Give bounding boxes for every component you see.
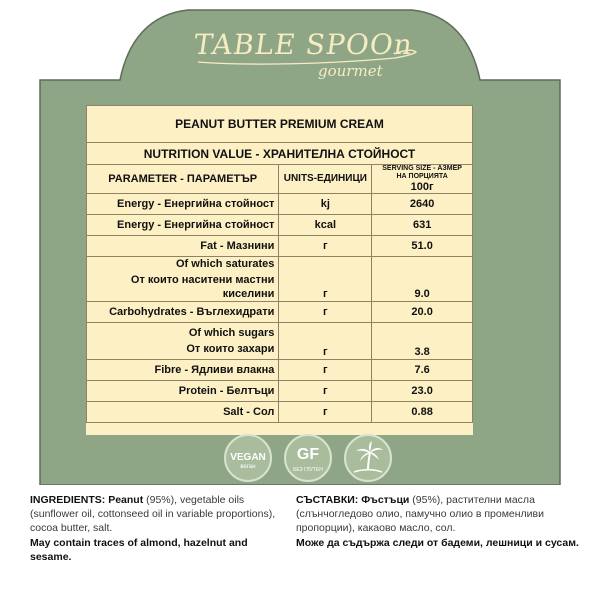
param-cell: Carbohydrates - Въглехидрати xyxy=(87,302,279,323)
vegan-badge-icon xyxy=(224,434,272,482)
unit-cell: г xyxy=(279,236,372,257)
param-cell xyxy=(87,257,279,302)
nutrition-title: NUTRITION VALUE - ХРАНИТЕЛНА СТОЙНОСТ xyxy=(87,143,473,165)
param-line-bg: От които наситени мастни киселини xyxy=(130,274,275,300)
table-row xyxy=(87,323,473,360)
vegan-badge-sub: веган xyxy=(240,464,256,470)
gluten-free-badge-sub: БЕЗ ГЛУТЕН xyxy=(293,467,323,473)
unit-cell: г xyxy=(279,323,372,360)
param-line-bg: От които захари xyxy=(186,343,275,355)
ingredients-bg xyxy=(296,493,586,550)
value-cell: 2640 xyxy=(372,194,473,215)
table-row xyxy=(87,360,473,381)
value-cell: 7.6 xyxy=(372,360,473,381)
value-cell: 51.0 xyxy=(372,236,473,257)
gluten-free-badge-icon xyxy=(284,434,332,482)
param-cell: Salt - Сол xyxy=(87,402,279,423)
ingredients-label-bg: СЪСТАВКИ: xyxy=(296,494,359,506)
nutrition-table xyxy=(86,105,473,423)
allergen-warning-bg: Може да съдържа следи от бадеми, лешници и сусам. xyxy=(296,537,579,549)
value-cell: 23.0 xyxy=(372,381,473,402)
value-cell: 3.8 xyxy=(372,323,473,360)
unit-cell: kj xyxy=(279,194,372,215)
param-cell: Fat - Мазнини xyxy=(87,236,279,257)
param-cell: Energy - Енергийна стойност xyxy=(87,194,279,215)
value-cell: 20.0 xyxy=(372,302,473,323)
gluten-free-badge-title: GF xyxy=(296,446,320,463)
table-header-row xyxy=(87,165,473,194)
certification-badges xyxy=(224,434,392,486)
header-units: UNITS-ЕДИНИЦИ xyxy=(279,165,372,194)
palm-oil-free-badge-icon xyxy=(344,434,392,482)
value-cell: 631 xyxy=(372,215,473,236)
param-cell: Protein - Белтъци xyxy=(87,381,279,402)
unit-cell: kcal xyxy=(279,215,372,236)
value-cell: 9.0 xyxy=(372,257,473,302)
ingredients-text-en: (95%), vegetable oils (sunflower oil, cottonseed oil in variable proportions), cocoa butter, salt. xyxy=(30,494,276,534)
unit-cell: г xyxy=(279,402,372,423)
serving-size-label: SERVING SIZE - АЗМЕР НА ПОРЦИЯТА xyxy=(382,165,462,180)
header-parameter: PARAMETER - ПАРАМЕТЪР xyxy=(87,165,279,194)
param-cell: Fibre - Ядливи влакна xyxy=(87,360,279,381)
palm-tree-icon xyxy=(346,436,390,480)
ingredients-label-en: INGREDIENTS: xyxy=(30,494,106,506)
param-line-en: Of which saturates xyxy=(175,258,275,270)
vegan-badge-title: VEGAN xyxy=(230,452,266,463)
table-row xyxy=(87,302,473,323)
table-row xyxy=(87,215,473,236)
ingredients-highlight-bg: Фъстъци xyxy=(361,494,410,506)
brand-subtitle: gourmet xyxy=(318,62,383,80)
ingredients-highlight-en: Peanut xyxy=(108,494,144,506)
product-title-row xyxy=(87,106,473,143)
table-row xyxy=(87,381,473,402)
header-serving xyxy=(372,165,473,194)
table-row xyxy=(87,257,473,302)
allergen-warning-en: May contain traces of almond, hazelnut and sesame. xyxy=(30,537,248,563)
table-row xyxy=(87,236,473,257)
table-row xyxy=(87,194,473,215)
ingredients-text-bg: (95%), растителни масла (слънчогледово олио, памучно олио в променливи пропорции), какаово масло, сол. xyxy=(296,494,544,534)
param-line-en: Of which sugars xyxy=(188,327,275,339)
serving-size-value: 100г xyxy=(410,181,434,193)
unit-cell: г xyxy=(279,381,372,402)
brand-logo xyxy=(190,22,420,92)
param-cell xyxy=(87,323,279,360)
table-row xyxy=(87,402,473,423)
unit-cell: г xyxy=(279,360,372,381)
nutrition-title-row xyxy=(87,143,473,165)
value-cell: 0.88 xyxy=(372,402,473,423)
brand-name: TABLE SPOOn xyxy=(191,28,416,61)
ingredients-en xyxy=(30,493,285,564)
unit-cell: г xyxy=(279,257,372,302)
param-cell: Energy - Енергийна стойност xyxy=(87,215,279,236)
product-title: PEANUT BUTTER PREMIUM CREAM xyxy=(87,106,473,143)
unit-cell: г xyxy=(279,302,372,323)
